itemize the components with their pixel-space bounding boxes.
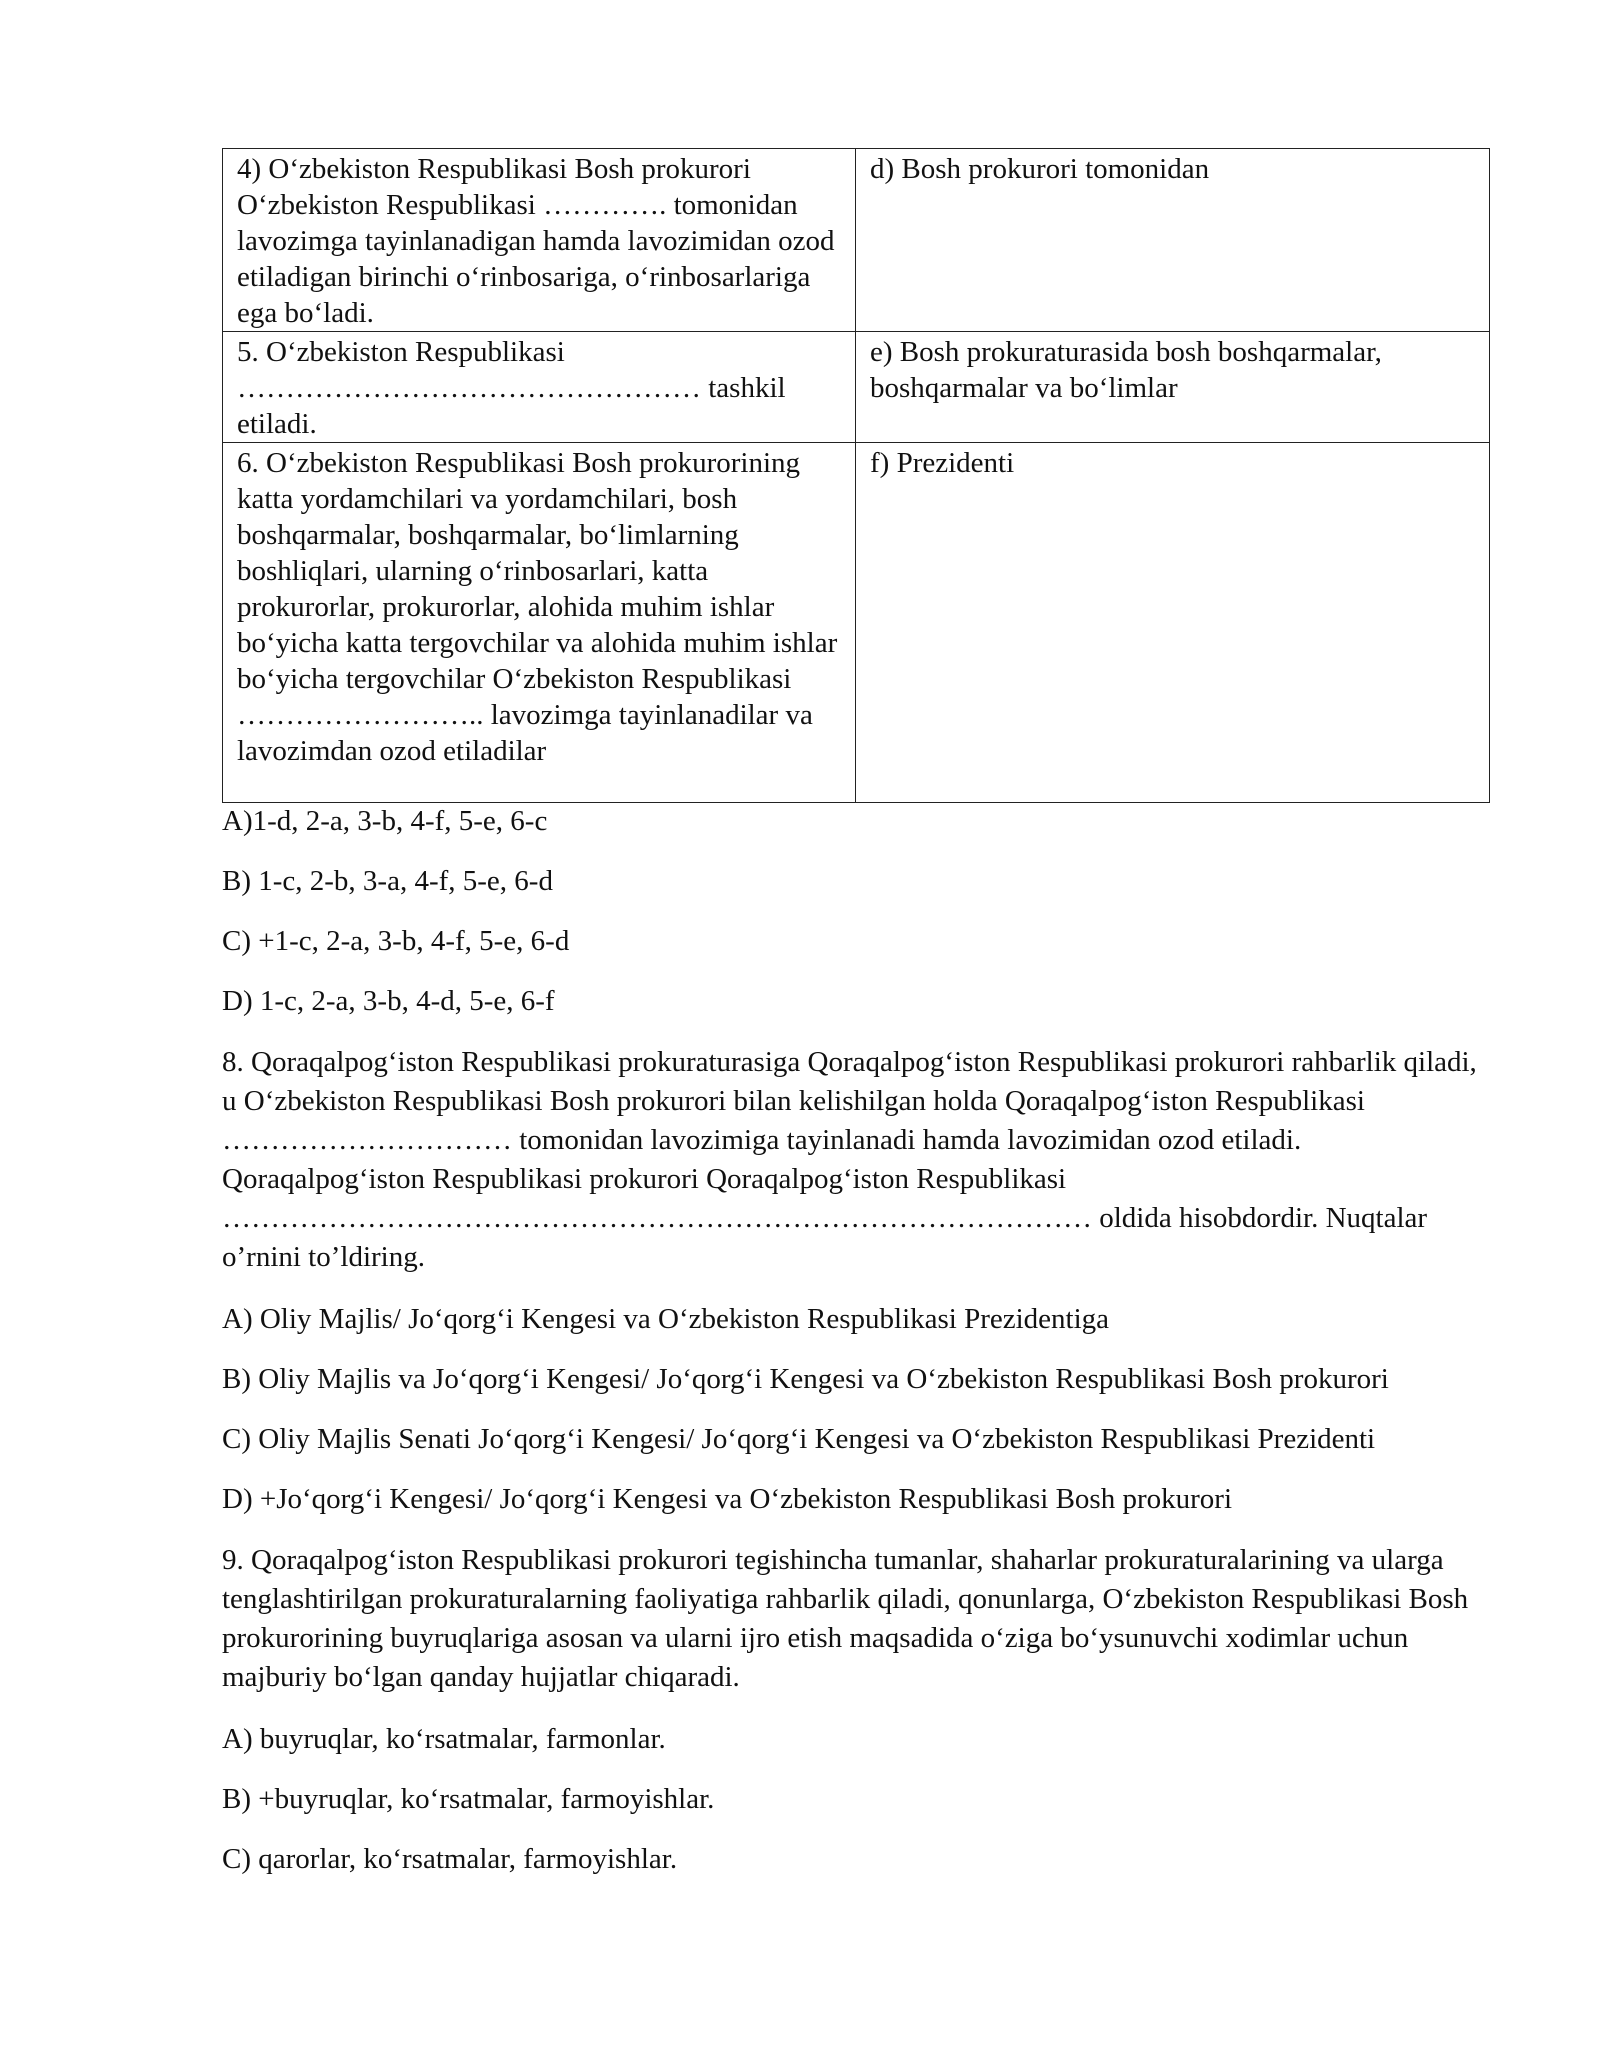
- table-row: [223, 332, 1490, 443]
- q9-option-a: A) buyruqlar, ko‘rsatmalar, farmonlar.: [222, 1723, 666, 1755]
- q7-option-c: C) +1-c, 2-a, 3-b, 4-f, 5-e, 6-d: [222, 925, 570, 957]
- question-8-text: 8. Qoraqalpog‘iston Respublikasi prokuraturasiga Qoraqalpog‘iston Respublikasi prokurori rahbarlik qiladi, u O‘zbekiston Respublikasi Bosh prokurori bilan kelishilgan holda Qoraqalpog‘iston Respublikasi ………………………… tomonidan lavozimiga tayinlanadi hamda lavozimidan ozod etiladi. Qoraqalpog‘iston Respublikasi prokurori Qoraqalpog‘iston Respublikasi ……………………………………………………………………………… oldida hisobdordir. Nuqtalar o’rnini to’ldiring.: [222, 1046, 1477, 1273]
- q8-option-b: B) Oliy Majlis va Jo‘qorg‘i Kengesi/ Jo‘qorg‘i Kengesi va O‘zbekiston Respublikasi Bosh prokurori: [222, 1363, 1389, 1395]
- table-cell-option-e: e) Bosh prokuraturasida bosh boshqarmalar, boshqarmalar va bo‘limlar: [856, 332, 1490, 443]
- q7-option-b: B) 1-c, 2-b, 3-a, 4-f, 5-e, 6-d: [222, 865, 553, 897]
- table-cell-option-d: d) Bosh prokurori tomonidan: [856, 149, 1490, 332]
- table-cell-statement-5: 5. O‘zbekiston Respublikasi ………………………………………… tashkil etiladi.: [223, 332, 856, 443]
- q8-option-a: A) Oliy Majlis/ Jo‘qorg‘i Kengesi va O‘zbekiston Respublikasi Prezidentiga: [222, 1303, 1110, 1335]
- q9-option-b: B) +buyruqlar, ko‘rsatmalar, farmoyishlar.: [222, 1783, 715, 1815]
- q7-option-a: A)1-d, 2-a, 3-b, 4-f, 5-e, 6-c: [222, 805, 548, 837]
- table-cell-statement-6: 6. O‘zbekiston Respublikasi Bosh prokurorining katta yordamchilari va yordamchilari, bosh boshqarmalar, boshqarmalar, bo‘limlarning boshliqlari, ularning o‘rinbosarlari, katta prokurorlar, prokurorlar, alohida muhim ishlar bo‘yicha katta tergovchilar va alohida muhim ishlar bo‘yicha tergovchilar O‘zbekiston Respublikasi …………………….. lavozimga tayinlanadilar va lavozimdan ozod etiladilar: [223, 443, 856, 803]
- question-9-text: 9. Qoraqalpog‘iston Respublikasi prokurori tegishincha tumanlar, shaharlar prokuraturalarining va ularga tenglashtirilgan prokuraturalarning faoliyatiga rahbarlik qiladi, qonunlarga, O‘zbekiston Respublikasi Bosh prokurorining buyruqlariga asosan va ularni ijro etish maqsadida o‘ziga bo‘ysunuvchi xodimlar uchun majburiy bo‘lgan qanday hujjatlar chiqaradi.: [222, 1544, 1469, 1693]
- document-page: [222, 148, 1490, 1877]
- q8-option-c: C) Oliy Majlis Senati Jo‘qorg‘i Kengesi/ Jo‘qorg‘i Kengesi va O‘zbekiston Respublikasi Prezidenti: [222, 1423, 1376, 1455]
- q9-option-c: C) qarorlar, ko‘rsatmalar, farmoyishlar.: [222, 1843, 678, 1875]
- q8-option-d: D) +Jo‘qorg‘i Kengesi/ Jo‘qorg‘i Kengesi va O‘zbekiston Respublikasi Bosh prokurori: [222, 1483, 1233, 1515]
- table-cell-option-f: f) Prezidenti: [856, 443, 1490, 803]
- table-row: [223, 443, 1490, 803]
- q7-option-d: D) 1-c, 2-a, 3-b, 4-d, 5-e, 6-f: [222, 985, 555, 1017]
- table-cell-statement-4: 4) O‘zbekiston Respublikasi Bosh prokurori O‘zbekiston Respublikasi …………. tomonidan lavozimga tayinlanadigan hamda lavozimidan ozod etiladigan birinchi o‘rinbosariga, o‘rinbosarlariga ega bo‘ladi.: [223, 149, 856, 332]
- matching-table: [222, 148, 1490, 803]
- table-row: [223, 149, 1490, 332]
